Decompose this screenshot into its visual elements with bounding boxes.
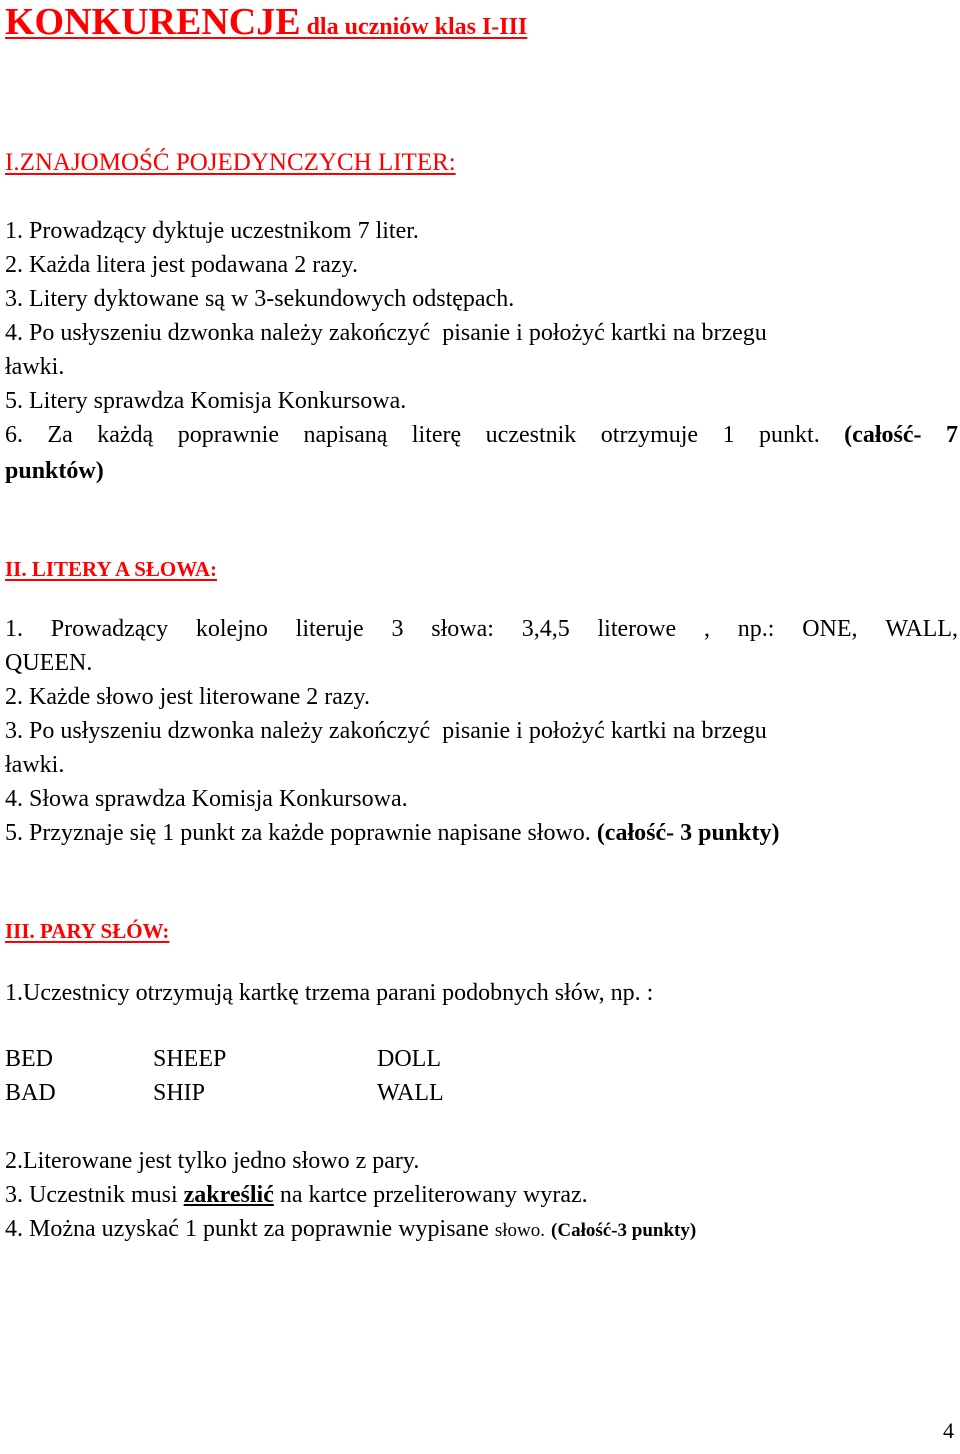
pair-word: SHIP <box>153 1080 206 1106</box>
section-1-item-6 <box>5 420 958 450</box>
section-1-item-6-cont: punktów) <box>5 458 104 484</box>
section-2-item-3: 3. Po usłyszeniu dzwonka należy zakończyć pisanie i położyć kartki na brzegu <box>5 718 767 744</box>
section-2-item-1 <box>5 614 958 644</box>
section-3-item-1: 1.Uczestnicy otrzymują kartkę trzema parani podobnych słów, np. : <box>5 980 654 1006</box>
word: Prowadzący <box>50 616 169 642</box>
section-3-item-3-post: na kartce przeliterowany wyraz. <box>273 1182 588 1208</box>
pair-word: BED <box>5 1046 53 1072</box>
section-1-item-4-cont: ławki. <box>5 354 65 380</box>
document-title <box>5 0 527 49</box>
section-2-item-4: 4. Słowa sprawdza Komisja Konkursowa. <box>5 786 408 812</box>
word: np.: <box>737 616 775 642</box>
page-number: 4 <box>943 1418 954 1443</box>
section-2-item-2: 2. Każde słowo jest literowane 2 razy. <box>5 684 370 710</box>
section-3-item-4-small: słowo. <box>494 1220 546 1241</box>
word: literę <box>411 422 462 448</box>
section-1-heading: I.ZNAJOMOŚĆ POJEDYNCZYCH LITER: <box>5 149 456 176</box>
pair-word: SHEEP <box>153 1046 227 1072</box>
pair-word: BAD <box>5 1080 56 1106</box>
word: literowe <box>597 616 677 642</box>
word: literuje <box>295 616 364 642</box>
section-3-heading: III. PARY SŁÓW: <box>5 919 170 943</box>
section-1-item-3: 3. Litery dyktowane są w 3-sekundowych odstępach. <box>5 286 515 312</box>
section-3-item-2: 2.Literowane jest tylko jedno słowo z pary. <box>5 1148 420 1174</box>
word: 3 <box>391 616 404 642</box>
word: 1 <box>722 422 735 448</box>
word: 6. <box>5 422 23 448</box>
title-subtitle: dla uczniów klas I-III <box>306 14 528 40</box>
word: poprawnie <box>177 422 279 448</box>
word: 3,4,5 <box>521 616 570 642</box>
word: , <box>703 616 710 642</box>
word: słowa: <box>431 616 494 642</box>
title-main: KONKURENCJE <box>5 1 301 43</box>
section-2-item-5-bold: (całość- 3 punkty) <box>596 820 780 846</box>
section-3-item-4 <box>5 1214 696 1246</box>
section-2-item-5 <box>5 818 779 848</box>
word: WALL, <box>885 616 958 642</box>
word: napisaną <box>303 422 388 448</box>
word-bold: 7 <box>945 422 958 448</box>
pair-word: DOLL <box>377 1046 441 1072</box>
word: uczestnik <box>485 422 577 448</box>
section-3-item-4-pre: 4. Można uzyskać 1 punkt za poprawnie wypisane <box>5 1216 489 1242</box>
section-3-item-4-bold: (Całość-3 punkty) <box>551 1220 697 1241</box>
section-3-item-3-pre: 3. Uczestnik musi <box>5 1182 178 1208</box>
word: każdą <box>97 422 154 448</box>
word: kolejno <box>195 616 268 642</box>
word: otrzymuje <box>600 422 699 448</box>
section-2-heading: II. LITERY A SŁOWA: <box>5 557 218 581</box>
section-3-item-3-emphasis: zakreślić <box>183 1182 274 1208</box>
section-1-item-4: 4. Po usłyszeniu dzwonka należy zakończyć pisanie i położyć kartki na brzegu <box>5 320 767 346</box>
section-3-item-3 <box>5 1180 588 1210</box>
pair-word: WALL <box>377 1080 444 1106</box>
word: ONE, <box>802 616 858 642</box>
section-1-item-2: 2. Każda litera jest podawana 2 razy. <box>5 252 358 278</box>
word: 1. <box>5 616 23 642</box>
section-2-item-3-cont: ławki. <box>5 752 65 778</box>
word: Za <box>47 422 73 448</box>
section-1-item-1: 1. Prowadzący dyktuje uczestnikom 7 liter. <box>5 218 419 244</box>
section-2-item-5-text: 5. Przyznaje się 1 punkt za każde poprawnie napisane słowo. <box>5 820 591 846</box>
section-2-item-1-cont: QUEEN. <box>5 650 93 676</box>
word-bold: (całość- <box>844 422 922 448</box>
section-1-item-5: 5. Litery sprawdza Komisja Konkursowa. <box>5 388 407 414</box>
word: punkt. <box>759 422 820 448</box>
